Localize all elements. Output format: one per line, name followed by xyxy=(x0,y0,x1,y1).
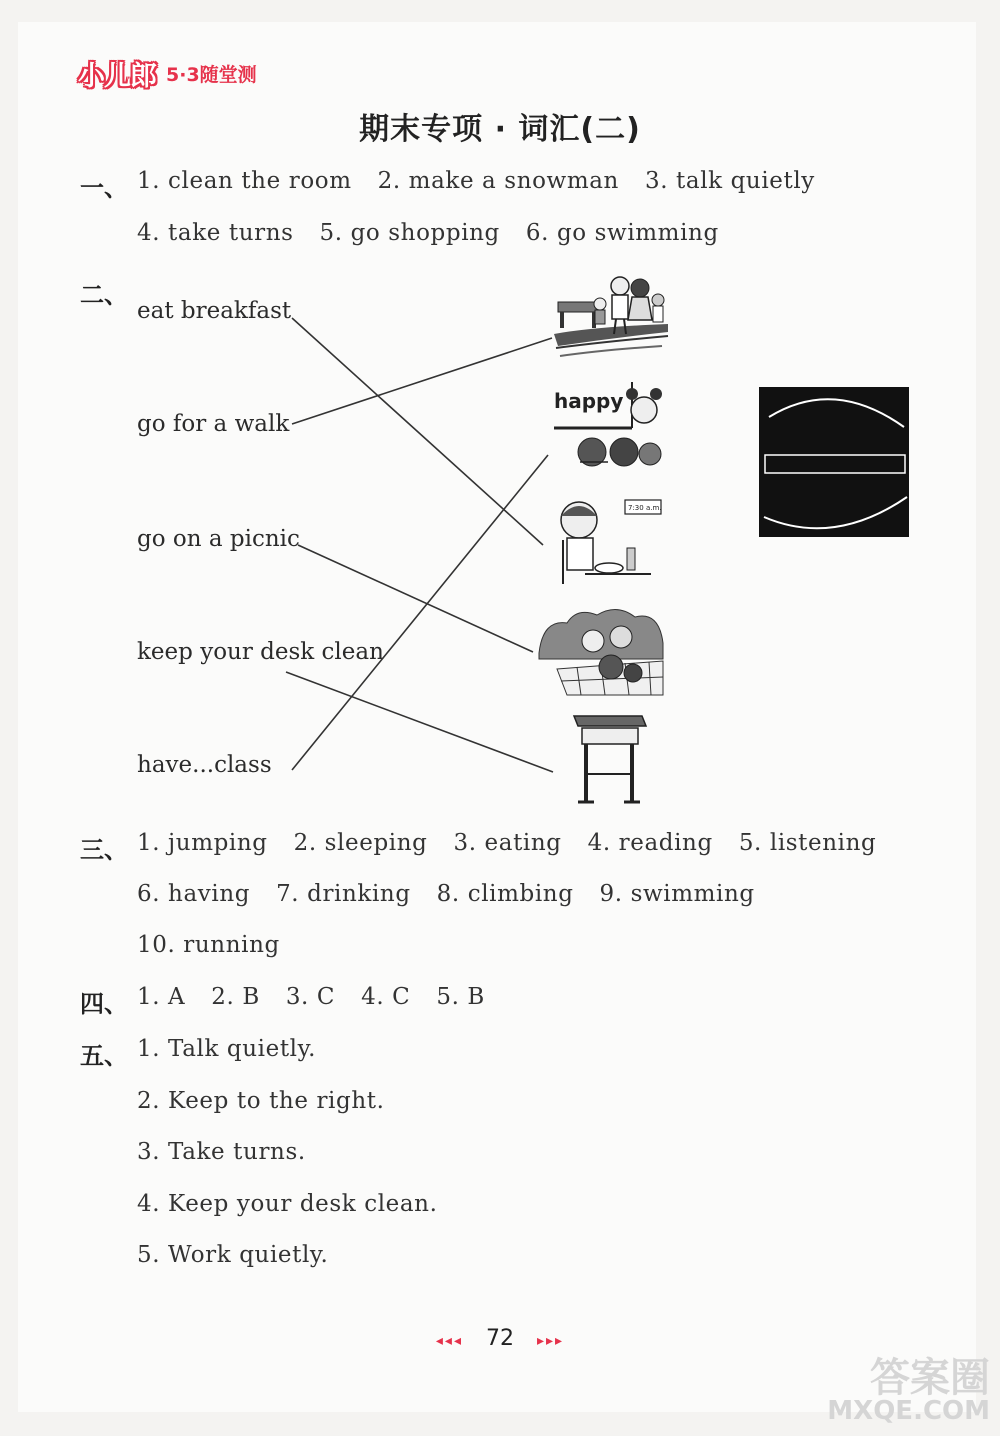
answer-item: 6. go swimming xyxy=(525,220,719,246)
answer-item: 4. take turns xyxy=(137,220,294,246)
answer-item: 10. running xyxy=(137,932,280,958)
answer-item: 8. climbing xyxy=(436,881,574,907)
section-3-row-2 xyxy=(137,881,781,907)
phrase-go-on-a-picnic: go on a picnic xyxy=(137,526,300,552)
phrase-go-for-a-walk: go for a walk xyxy=(137,411,290,437)
answer-item: 4. C xyxy=(361,984,411,1010)
answer-item: 1. A xyxy=(137,984,186,1010)
watermark-cn: 答案圈 xyxy=(870,1355,990,1401)
answer-item: 3. talk quietly xyxy=(644,168,815,194)
watermark-en: MXQE.COM xyxy=(827,1396,990,1426)
section-5-item: 3. Take turns. xyxy=(137,1139,306,1165)
match-line-eat-breakfast xyxy=(292,318,543,545)
happy-class-picture xyxy=(552,380,664,474)
match-line-go-for-a-walk xyxy=(292,338,552,424)
answer-item: 2. make a snowman xyxy=(377,168,619,194)
section-1-label: 一、 xyxy=(80,174,128,202)
section-5-item: 1. Talk quietly. xyxy=(137,1036,317,1062)
desk-picture xyxy=(570,710,650,806)
answer-item: 6. having xyxy=(137,881,251,907)
section-5-item: 5. Work quietly. xyxy=(137,1242,329,1268)
family-walk-picture xyxy=(552,272,670,364)
page-number-footer xyxy=(0,1326,1000,1351)
answer-item: 7. drinking xyxy=(276,881,411,907)
section-2-label: 二、 xyxy=(80,281,128,309)
section-3-label: 三、 xyxy=(80,836,128,864)
match-line-go-on-a-picnic xyxy=(298,545,533,652)
right-arrows-icon: ▸▸▸ xyxy=(537,1333,565,1349)
brand-subtitle: 5·3随堂测 xyxy=(166,64,257,86)
answer-item: 2. B xyxy=(211,984,260,1010)
answer-item: 1. jumping xyxy=(137,830,268,856)
section-4-label: 四、 xyxy=(80,990,128,1018)
clock-text: 7:30 a.m. xyxy=(628,504,662,512)
section-3-row-3 xyxy=(137,932,306,958)
section-4-row xyxy=(137,984,511,1010)
answer-item: 9. swimming xyxy=(599,881,755,907)
answer-item: 5. listening xyxy=(738,830,877,856)
answer-item: 3. eating xyxy=(453,830,562,856)
phrase-eat-breakfast: eat breakfast xyxy=(137,298,292,324)
answer-item: 2. sleeping xyxy=(293,830,428,856)
section-5-item: 2. Keep to the right. xyxy=(137,1088,385,1114)
brand-logo: 小儿郎 xyxy=(78,61,156,92)
section-3-row-1 xyxy=(137,830,902,856)
left-arrows-icon: ◂◂◂ xyxy=(435,1333,463,1349)
section-5-item: 4. Keep your desk clean. xyxy=(137,1191,438,1217)
section-5-label: 五、 xyxy=(80,1042,128,1070)
stamp-graphic xyxy=(759,387,909,537)
answer-item: 3. C xyxy=(285,984,336,1010)
answer-item: 5. go shopping xyxy=(319,220,500,246)
stamp-seal xyxy=(759,387,909,537)
picnic-picture xyxy=(537,603,667,697)
phrase-have-class: have...class xyxy=(137,752,272,778)
breakfast-picture xyxy=(555,496,663,588)
answer-item: 1. clean the room xyxy=(137,168,352,194)
answer-item: 4. reading xyxy=(587,830,713,856)
page-number: 72 xyxy=(486,1326,514,1351)
phrase-keep-your-desk-clean: keep your desk clean xyxy=(137,639,384,665)
answer-item: 5. B xyxy=(436,984,485,1010)
match-line-keep-your-desk-clean xyxy=(286,672,553,772)
happy-board-text: happy xyxy=(554,389,624,413)
page-title: 期末专项 · 词汇(二) xyxy=(359,112,641,147)
